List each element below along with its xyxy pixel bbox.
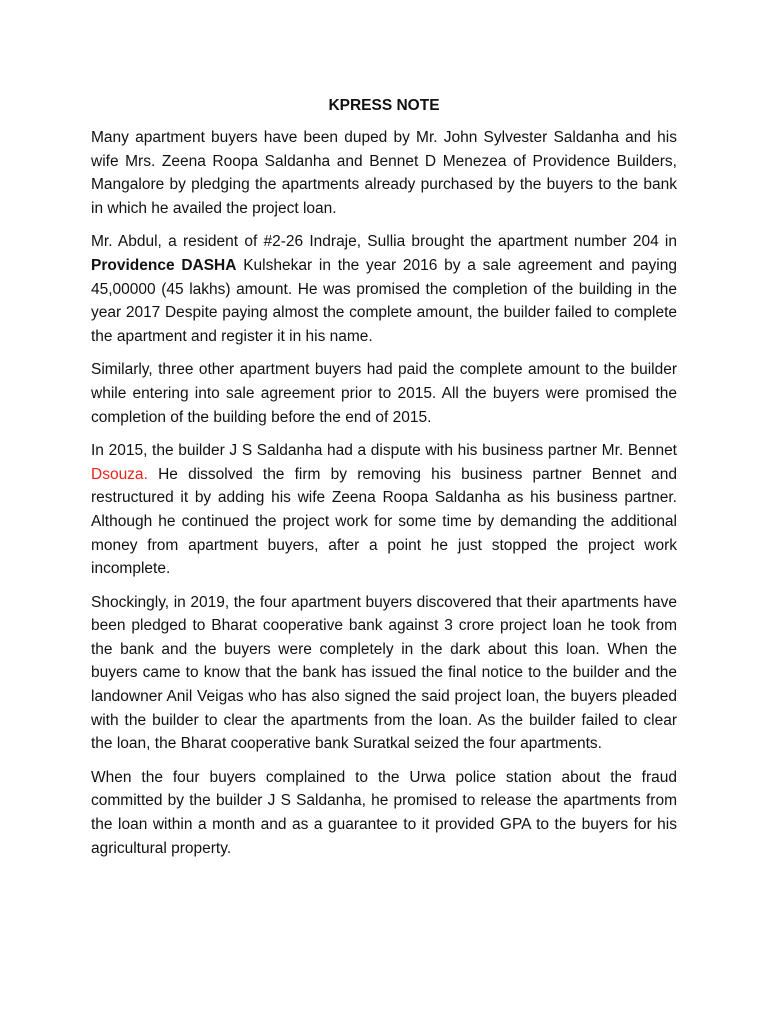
paragraph-2-text-before: Mr. Abdul, a resident of #2-26 Indraje, Sullia brought the apartment number 204 in bbox=[91, 233, 677, 251]
paragraph-1: Many apartment buyers have been duped by Mr. John Sylvester Saldanha and his wife Mrs. Zeena Roopa Saldanha and Bennet D Menezea of Providence Builders, Mangalore by pledging the apartments already purchased by the buyers to the bank in which he availed the project loan. bbox=[91, 129, 677, 217]
paragraph-4-red-name: Dsouza. bbox=[91, 465, 148, 483]
document-title: KPRESS NOTE bbox=[328, 97, 440, 114]
paragraph-2-bold-name: Providence DASHA bbox=[91, 256, 237, 274]
paragraph-4 bbox=[91, 439, 677, 581]
paragraph-4-text-before: In 2015, the builder J S Saldanha had a dispute with his business partner Mr. Bennet bbox=[91, 442, 677, 460]
paragraph-5: Shockingly, in 2019, the four apartment buyers discovered that their apartments have been pledged to Bharat cooperative bank against 3 crore project loan he took from the bank and the buyers were completely in the dark about this loan. When the buyers came to know that the bank has issued the final notice to the builder and the landowner Anil Veigas who has also signed the said project loan, the buyers pleaded with the builder to clear the apartments from the loan. As the builder failed to clear the loan, the Bharat cooperative bank Suratkal seized the four apartments. bbox=[91, 593, 677, 753]
paragraph-2 bbox=[91, 230, 677, 348]
paragraph-2-text-after: Kulshekar in the year 2016 by a sale agreement and paying 45,00000 (45 lakhs) amount. He was promised the completion of the building in the year 2017 Despite paying almost the complete amount, the builder failed to complete the apartment and register it in his name. bbox=[91, 256, 677, 345]
paragraph-3: Similarly, three other apartment buyers had paid the complete amount to the builder while entering into sale agreement prior to 2015. All the buyers were promised the completion of the building before the end of 2015. bbox=[91, 361, 677, 426]
paragraph-4-text-after: He dissolved the firm by removing his business partner Bennet and restructured it by adding his wife Zeena Roopa Saldanha as his business partner. Although he continued the project work for some time by demanding the additional money from apartment buyers, after a point he just stopped the project work incomplete. bbox=[91, 465, 677, 578]
document-page bbox=[91, 94, 677, 870]
paragraph-6: When the four buyers complained to the Urwa police station about the fraud committed by the builder J S Saldanha, he promised to release the apartments from the loan within a month and as a guarantee to it provided GPA to the buyers for his agricultural property. bbox=[91, 768, 677, 857]
